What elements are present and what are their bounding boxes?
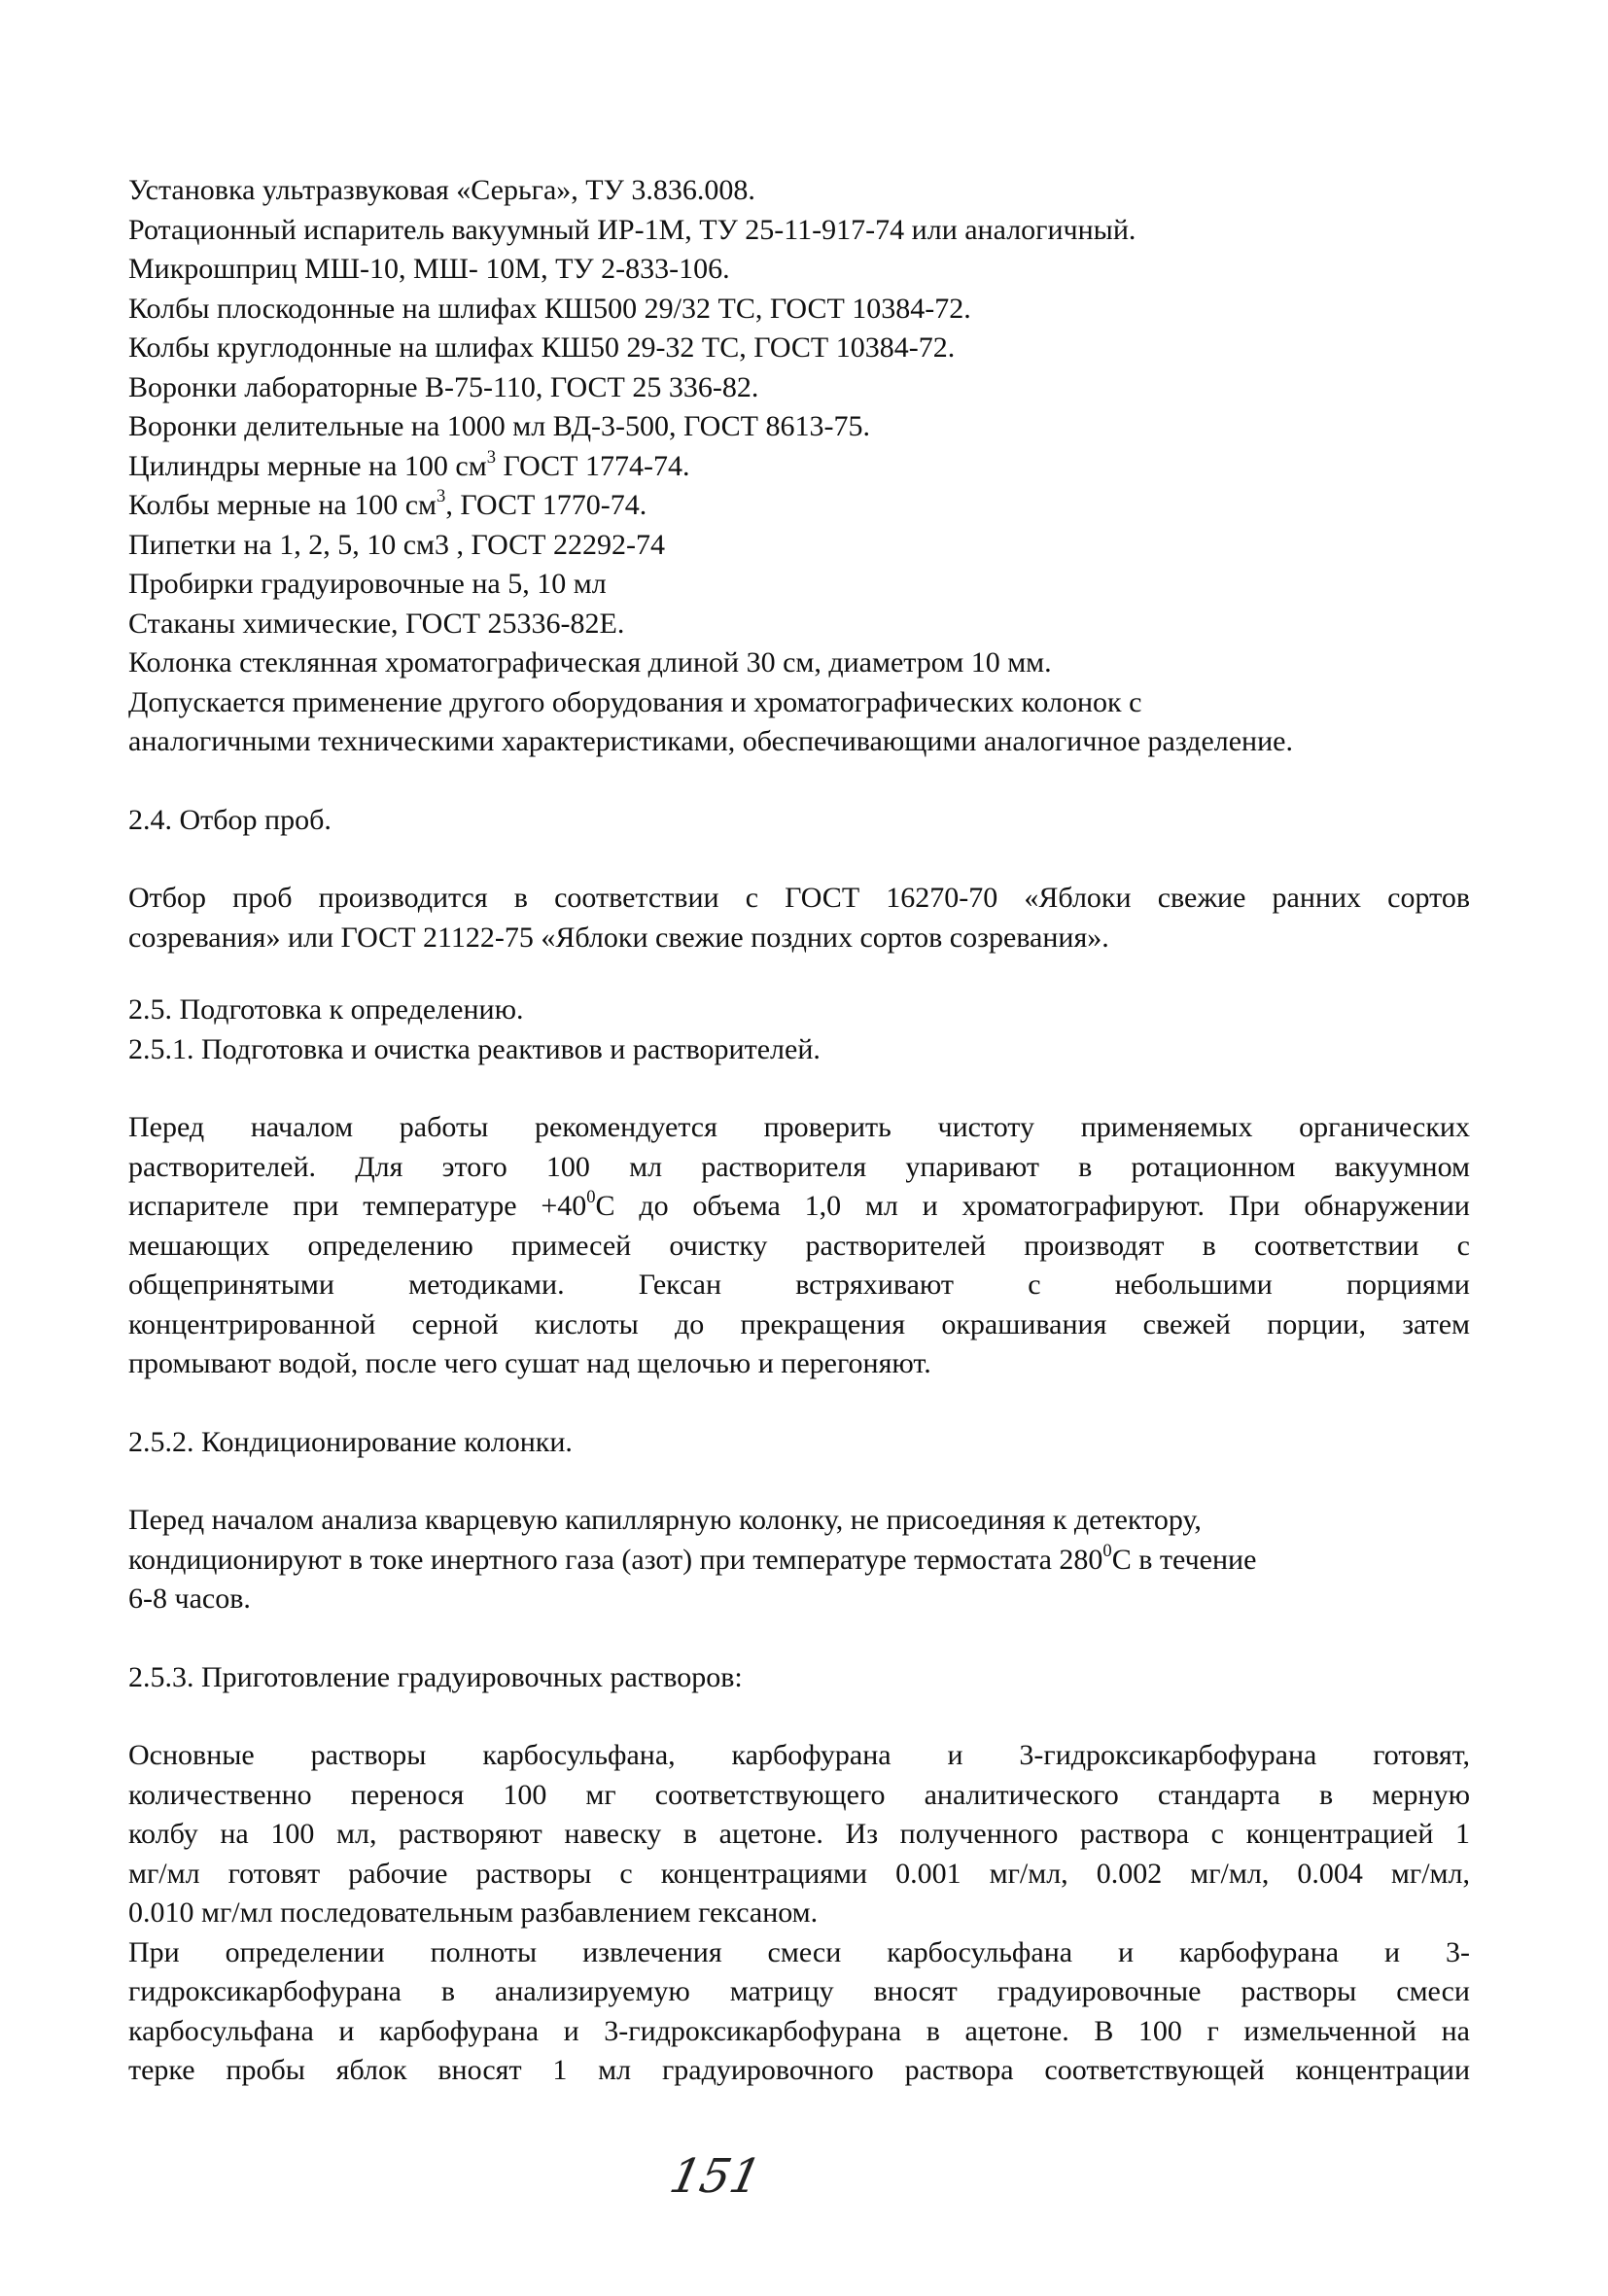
equipment-item: Воронки лабораторные В-75-110, ГОСТ 25 336-82.	[128, 370, 759, 403]
superscript: 3	[437, 486, 446, 507]
section-heading-2-5-3: 2.5.3. Приготовление градуировочных растворов:	[128, 1660, 743, 1693]
page-number: 151	[665, 2149, 766, 2204]
text-run: С до объема 1,0 мл и хроматографируют. При обнаружении	[595, 1190, 1470, 1222]
section-heading-2-5: 2.5. Подготовка к определению.	[128, 993, 524, 1026]
paragraph-line	[128, 1187, 1470, 1227]
paragraph-recovery	[128, 1933, 1470, 2091]
paragraph-line: мг/мл готовят рабочие растворы с концентрациями 0.001 мг/мл, 0.002 мг/мл, 0.004 мг/мл,	[128, 1857, 1470, 1890]
equipment-item: Стаканы химические, ГОСТ 25336-82Е.	[128, 607, 625, 640]
paragraph-line: При определении полноты извлечения смеси карбосульфана и карбофурана и 3-	[128, 1935, 1470, 1968]
equipment-item: Микрошприц МШ-10, МШ- 10М, ТУ 2-833-106.	[128, 253, 730, 285]
section-heading-2-5-1: 2.5.1. Подготовка и очистка реактивов и растворителей.	[128, 1032, 821, 1065]
paragraph-line: гидроксикарбофурана в анализируемую матрицу вносят градуировочные растворы смеси	[128, 1975, 1470, 2007]
section-heading-2-4: 2.4. Отбор проб.	[128, 803, 332, 836]
equipment-item: Пипетки на 1, 2, 5, 10 см3 , ГОСТ 22292-74	[128, 528, 665, 561]
equipment-item: Пробирки градуировочные на 5, 10 мл	[128, 568, 607, 600]
paragraph-line: 6-8 часов.	[128, 1583, 251, 1615]
paragraph-line: карбосульфана и карбофурана и 3-гидроксикарбофурана в ацетоне. В 100 г измельченной на	[128, 2014, 1470, 2047]
paragraph-line: терке пробы яблок вносят 1 мл градуировочного раствора соответствующей концентрации	[128, 2054, 1470, 2086]
paragraph-stock-solutions	[128, 1736, 1470, 1933]
text-run: Цилиндры мерные на 100 см	[128, 449, 487, 482]
equipment-item-cylinders	[128, 447, 1470, 487]
equipment-item-flasks	[128, 486, 1470, 526]
equipment-item: Установка ультразвуковая «Серьга», ТУ 3.836.008.	[128, 174, 755, 206]
text-run: кондиционируют в токе инертного газа (азот) при температуре термостата 280	[128, 1543, 1103, 1576]
paragraph-line	[128, 1541, 1470, 1581]
superscript: 0	[586, 1187, 596, 1208]
equipment-note: аналогичными техническими характеристиками, обеспечивающими аналогичное разделение.	[128, 725, 1293, 757]
paragraph-line: Основные растворы карбосульфана, карбофурана и 3-гидроксикарбофурана готовят,	[128, 1739, 1470, 1771]
text-run: , ГОСТ 1770-74.	[445, 489, 647, 521]
text-run: С в течение	[1111, 1543, 1257, 1576]
section-heading-2-5-2: 2.5.2. Кондиционирование колонки.	[128, 1425, 573, 1458]
paragraph-line: Перед началом работы рекомендуется проверить чистоту применяемых органических	[128, 1111, 1470, 1143]
paragraph-line: созревания» или ГОСТ 21122-75 «Яблоки свежие поздних сортов созревания».	[128, 921, 1109, 954]
paragraph-line: промывают водой, после чего сушат над щелочью и перегоняют.	[128, 1347, 931, 1379]
paragraph-line: концентрированной серной кислоты до прекращения окрашивания свежей порции, затем	[128, 1307, 1470, 1340]
equipment-note: Допускается применение другого оборудования и хроматографических колонок с	[128, 685, 1142, 718]
paragraph-line: количественно перенося 100 мг соответствующего аналитического стандарта в мерную	[128, 1778, 1470, 1811]
equipment-item: Ротационный испаритель вакуумный ИР-1М, ТУ 25-11-917-74 или аналогичный.	[128, 213, 1136, 246]
paragraph-line: Перед началом анализа кварцевую капиллярную колонку, не присоединяя к детектору,	[128, 1504, 1202, 1536]
paragraph-line: растворителей. Для этого 100 мл растворителя упаривают в ротационном вакуумном	[128, 1150, 1470, 1183]
paragraph-line: 0.010 мг/мл последовательным разбавлением гексаном.	[128, 1896, 819, 1929]
paragraph-line: мешающих определению примесей очистку растворителей производят в соответствии с	[128, 1229, 1470, 1262]
paragraph-line: Отбор проб производится в соответствии с ГОСТ 16270-70 «Яблоки свежие ранних сортов	[128, 882, 1470, 914]
paragraph-solvent-cleaning	[128, 1108, 1470, 1384]
text-run: ГОСТ 1774-74.	[496, 449, 690, 482]
equipment-item: Колбы плоскодонные на шлифах КШ500 29/32 ТС, ГОСТ 10384-72.	[128, 292, 971, 325]
text-run: Колбы мерные на 100 см	[128, 489, 437, 521]
equipment-item: Колонка стеклянная хроматографическая длиной 30 см, диаметром 10 мм.	[128, 646, 1052, 678]
equipment-list	[128, 171, 1470, 762]
paragraph-line: общепринятыми методиками. Гексан встряхивают с небольшими порциями	[128, 1269, 1470, 1301]
superscript: 0	[1102, 1540, 1112, 1561]
document-body	[128, 171, 1470, 2091]
text-run: испарителе при температуре +40	[128, 1190, 587, 1222]
equipment-item: Воронки делительные на 1000 мл ВД-3-500, ГОСТ 8613-75.	[128, 410, 870, 442]
paragraph-line: колбу на 100 мл, растворяют навеску в ацетоне. Из полученного раствора с концентрацией 1	[128, 1818, 1470, 1850]
paragraph-column-conditioning	[128, 1501, 1470, 1619]
equipment-item: Колбы круглодонные на шлифах КШ50 29-32 ТС, ГОСТ 10384-72.	[128, 331, 956, 364]
superscript: 3	[486, 446, 497, 468]
